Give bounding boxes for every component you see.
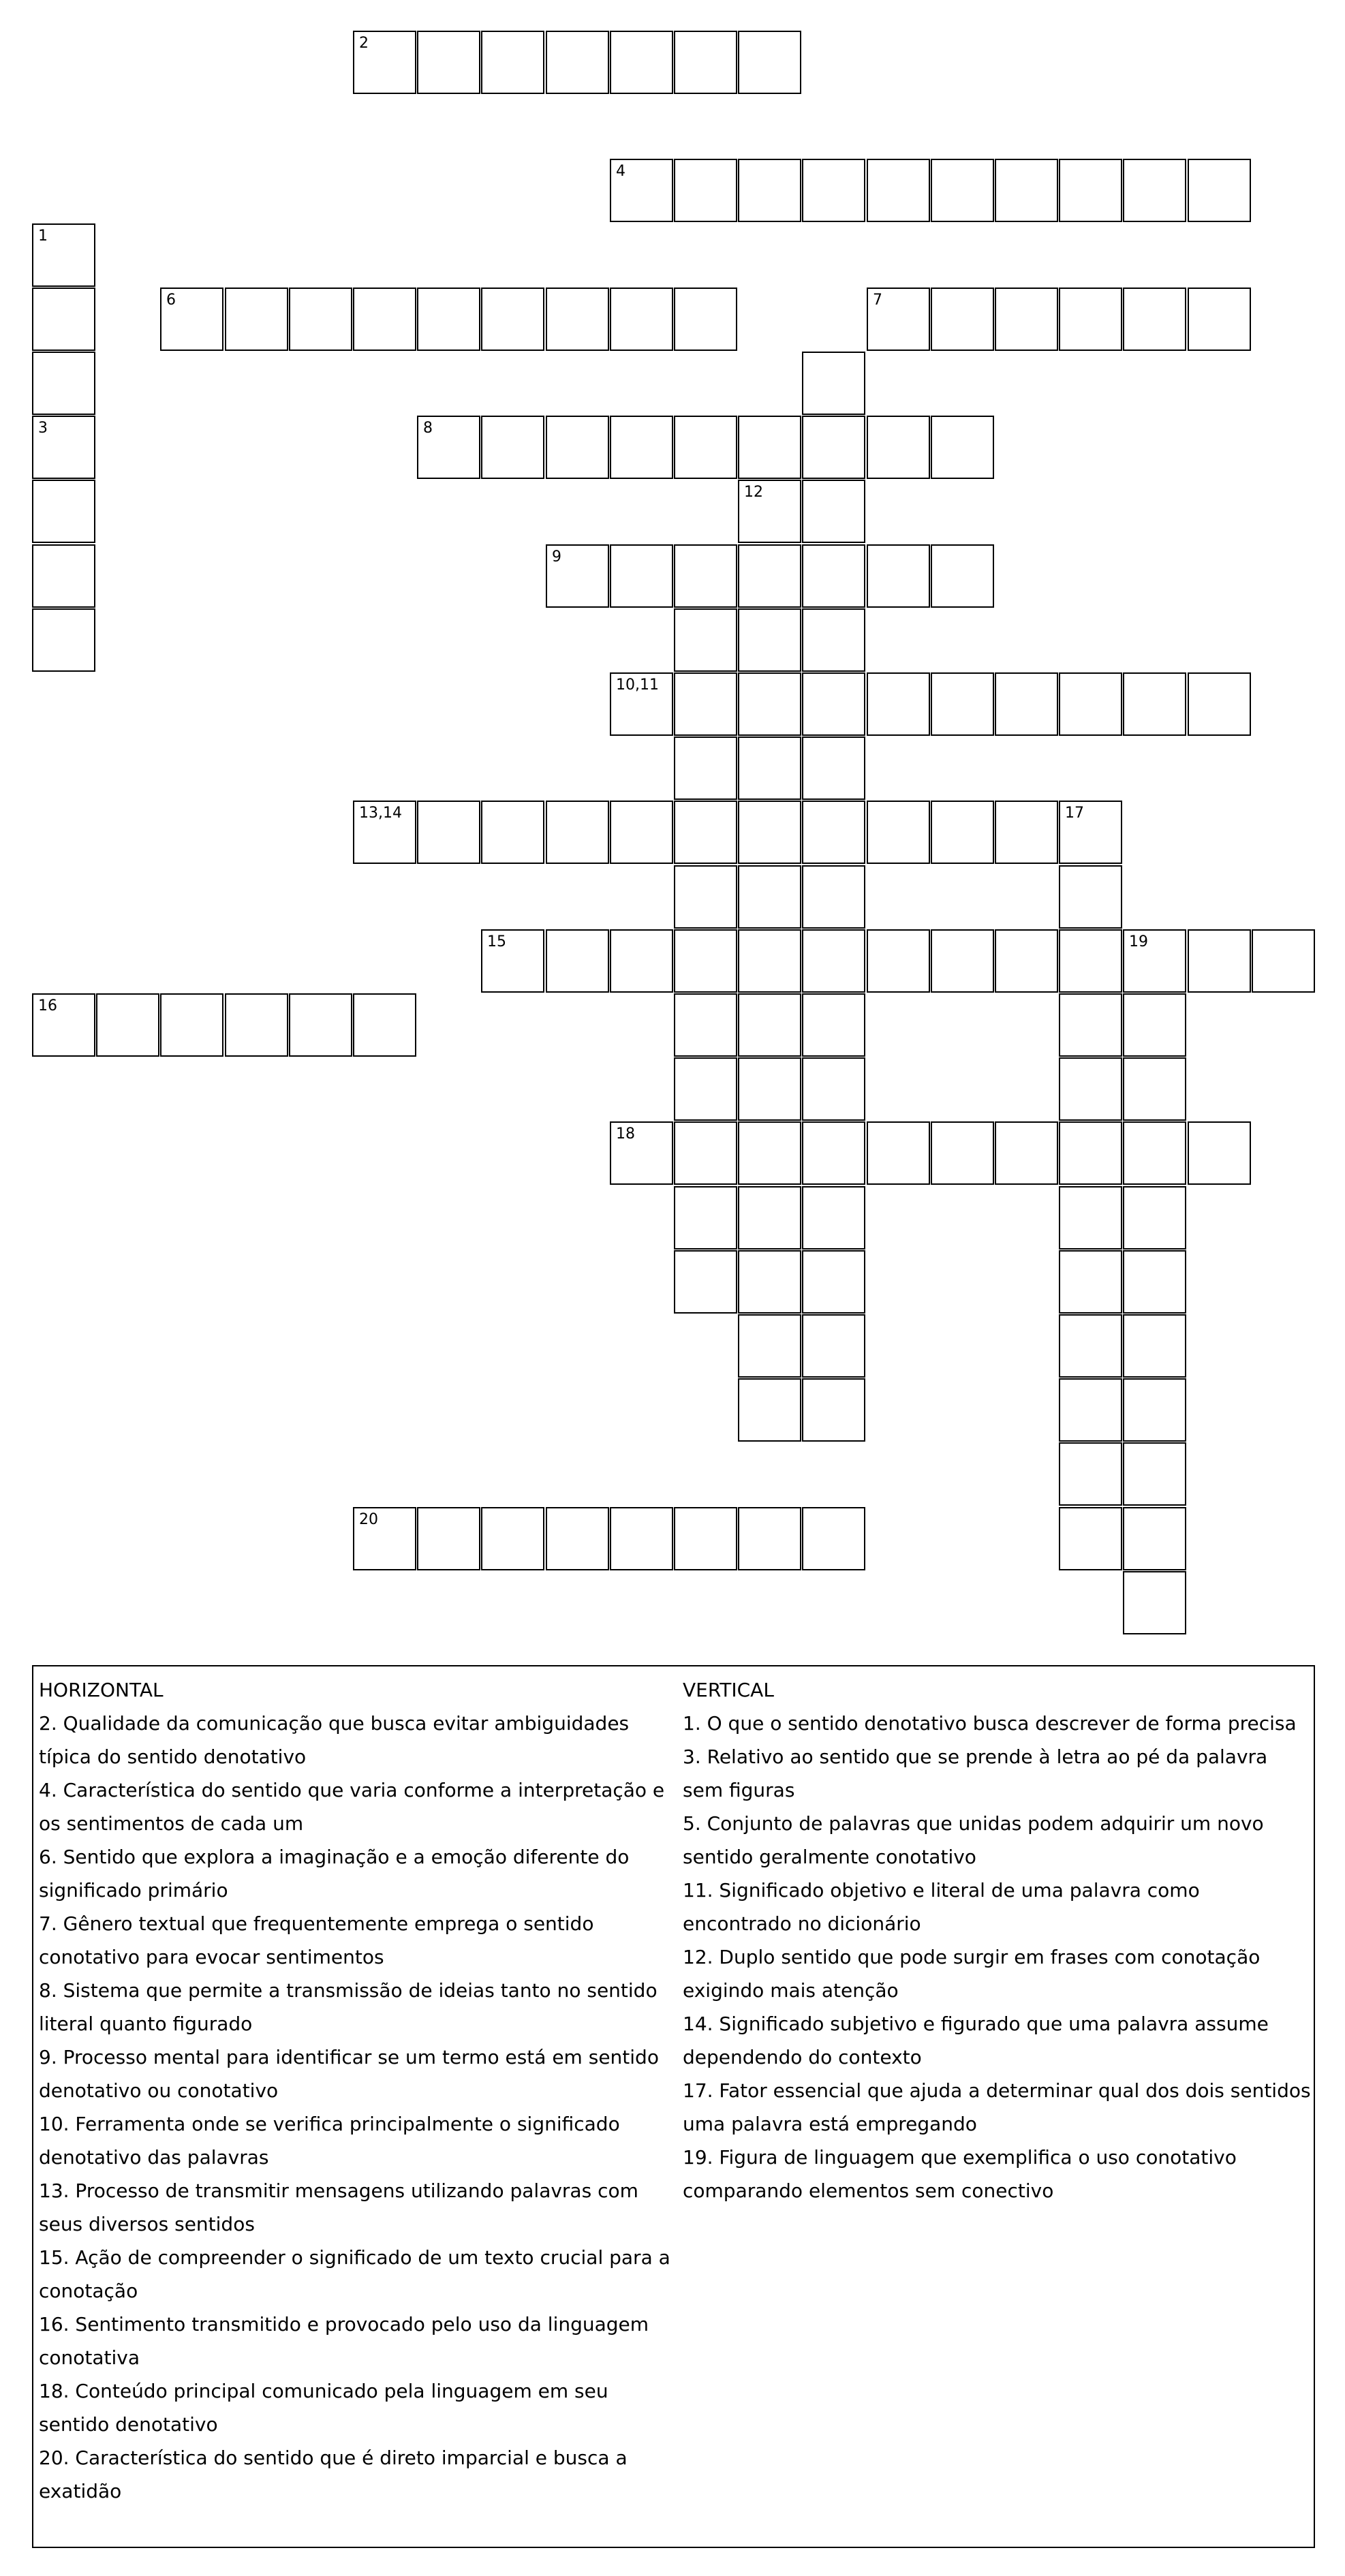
grid-cell[interactable] xyxy=(160,993,223,1057)
grid-cell[interactable] xyxy=(931,544,994,608)
clue-number: 3 xyxy=(38,420,48,437)
grid-cell[interactable] xyxy=(738,1057,801,1121)
grid-cell[interactable] xyxy=(1059,1507,1122,1570)
grid-cell[interactable] xyxy=(610,288,673,351)
grid-cell[interactable] xyxy=(738,993,801,1057)
grid-cell[interactable] xyxy=(1059,865,1122,929)
grid-cell[interactable] xyxy=(289,288,352,351)
grid-cell[interactable] xyxy=(738,1121,801,1185)
clue-number: 9 xyxy=(552,548,561,565)
grid-cell[interactable] xyxy=(32,544,95,608)
grid-cell[interactable] xyxy=(1123,1571,1186,1634)
grid-cell[interactable] xyxy=(674,608,737,672)
grid-cell[interactable] xyxy=(738,1250,801,1314)
clue-number: 17 xyxy=(1065,805,1084,822)
grid-cell[interactable] xyxy=(867,1121,930,1185)
grid-cell[interactable] xyxy=(1059,288,1122,351)
grid-cell[interactable] xyxy=(995,929,1058,993)
grid-cell[interactable] xyxy=(802,1057,865,1121)
grid-cell[interactable] xyxy=(1059,1378,1122,1442)
clue-h20: 20. Característica do sentido que é direto imparcial e busca a exatidão xyxy=(39,2447,628,2502)
grid-cell[interactable] xyxy=(353,993,416,1057)
grid-cell[interactable] xyxy=(867,801,930,864)
grid-cell[interactable] xyxy=(481,31,544,94)
grid-cell[interactable] xyxy=(417,1507,480,1570)
grid-cell[interactable] xyxy=(1123,159,1186,222)
grid-cell[interactable] xyxy=(738,1186,801,1250)
grid-cell[interactable] xyxy=(738,544,801,608)
grid-cell[interactable] xyxy=(1123,1186,1186,1250)
grid-cell[interactable] xyxy=(674,865,737,929)
grid-cell[interactable] xyxy=(546,31,609,94)
grid-cell[interactable] xyxy=(674,288,737,351)
grid-cell[interactable] xyxy=(867,672,930,736)
grid-cell[interactable] xyxy=(738,1507,801,1570)
grid-cell[interactable] xyxy=(353,31,416,94)
grid-cell[interactable] xyxy=(481,1507,544,1570)
horizontal-clues xyxy=(39,1673,679,2508)
grid-cell[interactable] xyxy=(1123,1121,1186,1185)
grid-cell[interactable] xyxy=(674,993,737,1057)
grid-cell[interactable] xyxy=(1059,1057,1122,1121)
clue-h7: 7. Gênero textual que frequentemente emprega o sentido conotativo para evocar sentimentos xyxy=(39,1912,594,1968)
grid-cell[interactable] xyxy=(1123,672,1186,736)
clue-v3: 3. Relativo ao sentido que se prende à letra ao pé da palavra sem figuras xyxy=(683,1745,1268,1801)
clue-number: 20 xyxy=(359,1511,378,1528)
grid-cell[interactable] xyxy=(867,416,930,479)
grid-cell[interactable] xyxy=(225,288,288,351)
grid-cell[interactable] xyxy=(610,1121,673,1185)
grid-cell[interactable] xyxy=(1059,1314,1122,1378)
grid-cell[interactable] xyxy=(1059,672,1122,736)
clue-v11: 11. Significado objetivo e literal de uma palavra como encontrado no dicionário xyxy=(683,1879,1200,1935)
grid-cell[interactable] xyxy=(1188,929,1251,993)
grid-cell[interactable] xyxy=(1123,1314,1186,1378)
grid-cell[interactable] xyxy=(674,801,737,864)
grid-cell[interactable] xyxy=(674,544,737,608)
clue-h4: 4. Característica do sentido que varia conforme a interpretação e os sentimentos de cada um xyxy=(39,1779,665,1835)
grid-cell[interactable] xyxy=(995,672,1058,736)
grid-cell[interactable] xyxy=(1059,1186,1122,1250)
grid-cell[interactable] xyxy=(674,1121,737,1185)
grid-cell[interactable] xyxy=(546,416,609,479)
grid-cell[interactable] xyxy=(931,929,994,993)
grid-cell[interactable] xyxy=(1059,801,1122,864)
clue-v12: 12. Duplo sentido que pode surgir em frases com conotação exigindo mais atenção xyxy=(683,1946,1261,2002)
clue-number: 18 xyxy=(616,1126,635,1143)
clue-number: 12 xyxy=(744,484,763,501)
grid-cell[interactable] xyxy=(1188,159,1251,222)
grid-cell[interactable] xyxy=(1123,1378,1186,1442)
clue-h6: 6. Sentido que explora a imaginação e a emoção diferente do significado primário xyxy=(39,1846,630,1902)
grid-cell[interactable] xyxy=(802,1121,865,1185)
clue-v19: 19. Figura de linguagem que exemplifica o uso conotativo comparando elementos sem conectivo xyxy=(683,2146,1237,2202)
grid-cell[interactable] xyxy=(610,929,673,993)
grid-cell[interactable] xyxy=(32,993,95,1057)
grid-cell[interactable] xyxy=(1059,1250,1122,1314)
clue-number: 13,14 xyxy=(359,805,402,822)
grid-cell[interactable] xyxy=(738,1314,801,1378)
grid-cell[interactable] xyxy=(32,223,95,287)
grid-cell[interactable] xyxy=(1123,288,1186,351)
grid-cell[interactable] xyxy=(1188,672,1251,736)
grid-cell[interactable] xyxy=(610,544,673,608)
clue-h18: 18. Conteúdo principal comunicado pela linguagem em seu sentido denotativo xyxy=(39,2380,608,2436)
grid-cell[interactable] xyxy=(225,993,288,1057)
grid-cell[interactable] xyxy=(802,159,865,222)
clue-v14: 14. Significado subjetivo e figurado que uma palavra assume dependendo do contexto xyxy=(683,2013,1269,2068)
clue-number: 6 xyxy=(166,292,176,309)
clue-number: 2 xyxy=(359,35,369,52)
clue-h2: 2. Qualidade da comunicação que busca evitar ambiguidades típica do sentido denotativo xyxy=(39,1712,630,1768)
grid-cell[interactable] xyxy=(1123,1057,1186,1121)
grid-cell[interactable] xyxy=(546,929,609,993)
grid-cell[interactable] xyxy=(738,801,801,864)
grid-cell[interactable] xyxy=(96,993,159,1057)
clue-number: 7 xyxy=(873,292,882,309)
grid-cell[interactable] xyxy=(802,865,865,929)
grid-cell[interactable] xyxy=(1059,929,1122,993)
grid-cell[interactable] xyxy=(32,480,95,543)
vertical-title: VERTICAL xyxy=(683,1679,774,1701)
grid-cell[interactable] xyxy=(1188,1121,1251,1185)
grid-cell[interactable] xyxy=(1123,1250,1186,1314)
grid-cell[interactable] xyxy=(674,31,737,94)
grid-cell[interactable] xyxy=(931,159,994,222)
grid-cell[interactable] xyxy=(931,801,994,864)
clue-number: 15 xyxy=(487,933,506,950)
grid-cell[interactable] xyxy=(417,31,480,94)
clue-number: 1 xyxy=(38,228,48,245)
grid-cell[interactable] xyxy=(417,416,480,479)
grid-cell[interactable] xyxy=(32,288,95,351)
grid-cell[interactable] xyxy=(674,159,737,222)
horizontal-title: HORIZONTAL xyxy=(39,1679,164,1701)
grid-cell[interactable] xyxy=(481,288,544,351)
grid-cell[interactable] xyxy=(610,801,673,864)
grid-cell[interactable] xyxy=(802,1186,865,1250)
grid-cell[interactable] xyxy=(995,1121,1058,1185)
clue-h13: 13. Processo de transmitir mensagens utilizando palavras com seus diversos sentidos xyxy=(39,2179,638,2235)
grid-cell[interactable] xyxy=(674,672,737,736)
grid-cell[interactable] xyxy=(481,801,544,864)
grid-cell[interactable] xyxy=(674,1186,737,1250)
grid-cell[interactable] xyxy=(931,1121,994,1185)
clue-number: 19 xyxy=(1129,933,1148,950)
grid-cell[interactable] xyxy=(995,288,1058,351)
grid-cell[interactable] xyxy=(802,801,865,864)
clue-h10: 10. Ferramenta onde se verifica principalmente o significado denotativo das palavras xyxy=(39,2113,620,2169)
clues-box xyxy=(32,1665,1315,2548)
grid-cell[interactable] xyxy=(674,1507,737,1570)
grid-cell[interactable] xyxy=(802,1507,865,1570)
grid-cell[interactable] xyxy=(802,1314,865,1378)
grid-cell[interactable] xyxy=(802,1378,865,1442)
grid-cell[interactable] xyxy=(546,288,609,351)
clue-v1: 1. O que o sentido denotativo busca descrever de forma precisa xyxy=(683,1712,1297,1735)
clue-number: 10,11 xyxy=(616,677,659,694)
grid-cell[interactable] xyxy=(160,288,223,351)
grid-cell[interactable] xyxy=(353,1507,416,1570)
grid-cell[interactable] xyxy=(289,993,352,1057)
clue-number: 16 xyxy=(38,997,57,1014)
grid-cell[interactable] xyxy=(1059,993,1122,1057)
grid-cell[interactable] xyxy=(995,159,1058,222)
grid-cell[interactable] xyxy=(610,416,673,479)
grid-cell[interactable] xyxy=(802,672,865,736)
grid-cell[interactable] xyxy=(738,1378,801,1442)
grid-cell[interactable] xyxy=(867,159,930,222)
grid-cell[interactable] xyxy=(1123,1442,1186,1506)
clue-number: 4 xyxy=(616,163,625,180)
grid-cell[interactable] xyxy=(867,544,930,608)
grid-cell[interactable] xyxy=(995,801,1058,864)
grid-cell[interactable] xyxy=(802,544,865,608)
grid-cell[interactable] xyxy=(1059,1442,1122,1506)
grid-cell[interactable] xyxy=(417,801,480,864)
grid-cell[interactable] xyxy=(1252,929,1315,993)
clue-number: 8 xyxy=(423,420,433,437)
grid-cell[interactable] xyxy=(1123,993,1186,1057)
grid-cell[interactable] xyxy=(738,159,801,222)
grid-cell[interactable] xyxy=(802,1250,865,1314)
grid-cell[interactable] xyxy=(610,159,673,222)
grid-cell[interactable] xyxy=(802,352,865,415)
grid-cell[interactable] xyxy=(802,993,865,1057)
grid-cell[interactable] xyxy=(1123,929,1186,993)
clue-h8: 8. Sistema que permite a transmissão de ideias tanto no sentido literal quanto figurado xyxy=(39,1979,658,2035)
grid-cell[interactable] xyxy=(481,416,544,479)
grid-cell[interactable] xyxy=(353,288,416,351)
grid-cell[interactable] xyxy=(353,801,416,864)
grid-cell[interactable] xyxy=(738,480,801,543)
grid-cell[interactable] xyxy=(738,31,801,94)
grid-cell[interactable] xyxy=(802,736,865,800)
vertical-clues xyxy=(683,1673,1311,2207)
grid-cell[interactable] xyxy=(867,929,930,993)
grid-cell[interactable] xyxy=(802,480,865,543)
grid-cell[interactable] xyxy=(738,865,801,929)
grid-cell[interactable] xyxy=(802,416,865,479)
clue-h9: 9. Processo mental para identificar se um termo está em sentido denotativo ou conotativo xyxy=(39,2046,659,2102)
grid-cell[interactable] xyxy=(738,672,801,736)
grid-cell[interactable] xyxy=(674,1057,737,1121)
grid-cell[interactable] xyxy=(1059,1121,1122,1185)
grid-cell[interactable] xyxy=(1059,159,1122,222)
grid-cell[interactable] xyxy=(417,288,480,351)
grid-cell[interactable] xyxy=(610,1507,673,1570)
grid-cell[interactable] xyxy=(674,1250,737,1314)
grid-cell[interactable] xyxy=(32,608,95,672)
grid-cell[interactable] xyxy=(610,672,673,736)
grid-cell[interactable] xyxy=(674,416,737,479)
grid-cell[interactable] xyxy=(674,736,737,800)
grid-cell[interactable] xyxy=(931,672,994,736)
grid-cell[interactable] xyxy=(546,801,609,864)
grid-cell[interactable] xyxy=(32,352,95,415)
grid-cell[interactable] xyxy=(481,929,544,993)
grid-cell[interactable] xyxy=(931,288,994,351)
grid-cell[interactable] xyxy=(738,929,801,993)
grid-cell[interactable] xyxy=(867,288,930,351)
grid-cell[interactable] xyxy=(1188,288,1251,351)
grid-cell[interactable] xyxy=(738,608,801,672)
grid-cell[interactable] xyxy=(546,544,609,608)
grid-cell[interactable] xyxy=(931,416,994,479)
grid-cell[interactable] xyxy=(802,608,865,672)
clue-h15: 15. Ação de compreender o significado de um texto crucial para a conotação xyxy=(39,2246,670,2302)
clue-v5: 5. Conjunto de palavras que unidas podem adquirir um novo sentido geralmente conotativo xyxy=(683,1812,1264,1868)
clue-v17: 17. Fator essencial que ajuda a determinar qual dos dois sentidos uma palavra está empregando xyxy=(683,2079,1311,2135)
grid-cell[interactable] xyxy=(738,736,801,800)
grid-cell[interactable] xyxy=(546,1507,609,1570)
grid-cell[interactable] xyxy=(674,929,737,993)
grid-cell[interactable] xyxy=(738,416,801,479)
clue-h16: 16. Sentimento transmitido e provocado pelo uso da linguagem conotativa xyxy=(39,2313,649,2369)
grid-cell[interactable] xyxy=(802,929,865,993)
grid-cell[interactable] xyxy=(610,31,673,94)
grid-cell[interactable] xyxy=(32,416,95,479)
grid-cell[interactable] xyxy=(1123,1507,1186,1570)
